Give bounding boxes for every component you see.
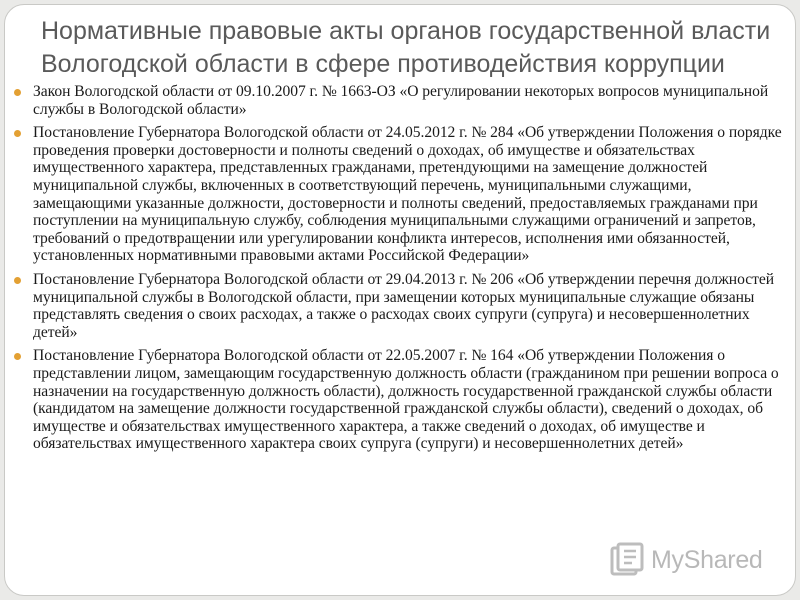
- list-item: [5, 83, 795, 118]
- watermark: [609, 540, 763, 580]
- bullet-icon: [14, 277, 21, 284]
- list-item-text: Постановление Губернатора Вологодской области от 24.05.2012 г. № 284 «Об утверждении Положения о порядке проведения проверки достоверности и полноты сведений о доходах, об имуществе и обязательствах имущественного характера, представленных гражданами, претендующими на замещение должностей муниципальной службы, включенных в соответствующий перечень, муниципальными служащими, замещающими указанные должности, достоверности и полноты сведений, предоставляемых гражданами при поступлении на муниципальную службу, соблюдения муниципальными служащими ограничений и запретов, требований о предотвращении или урегулировании конфликта интересов, исполнения ими обязанностей, установленных нормативными правовыми актами Российской Федерации»: [33, 124, 782, 265]
- watermark-text: MyShared: [651, 545, 763, 574]
- list-item: [5, 347, 795, 453]
- list-item: [5, 124, 795, 265]
- list-item-text: Закон Вологодской области от 09.10.2007 г. № 1663-ОЗ «О регулировании некоторых вопросов муниципальной службы в Вологодской области»: [33, 83, 769, 118]
- bullet-list: [5, 83, 795, 459]
- slide: [4, 4, 796, 596]
- bullet-icon: [14, 130, 21, 137]
- myshared-logo-icon: [609, 542, 645, 578]
- bullet-icon: [14, 353, 21, 360]
- list-item-text: Постановление Губернатора Вологодской области от 22.05.2007 г. № 164 «Об утверждении Положения о представлении лицом, замещающим государственную должность области (гражданином при решении вопроса о назначении на государственную должность области), должность государственной гражданской службы области (кандидатом на замещение должности государственной гражданской службы области), сведений о доходах, об имуществе и обязательствах имущественного характера, а также сведений о доходах, об имуществе и обязательствах имущественного характера своих супруга (супруги) и несовершеннолетних детей»: [33, 347, 779, 453]
- slide-title: Нормативные правовые акты органов государственной власти Вологодской области в сфере противодействия коррупции: [41, 17, 771, 78]
- bullet-icon: [14, 89, 21, 96]
- list-item: [5, 271, 795, 341]
- list-item-text: Постановление Губернатора Вологодской области от 29.04.2013 г. № 206 «Об утверждении перечня должностей муниципальной службы в Вологодской области, при замещении которых муниципальные служащие обязаны представлять сведения о своих расходах, а также о расходах своих супруги (супруга) и несовершеннолетних детей»: [33, 270, 775, 341]
